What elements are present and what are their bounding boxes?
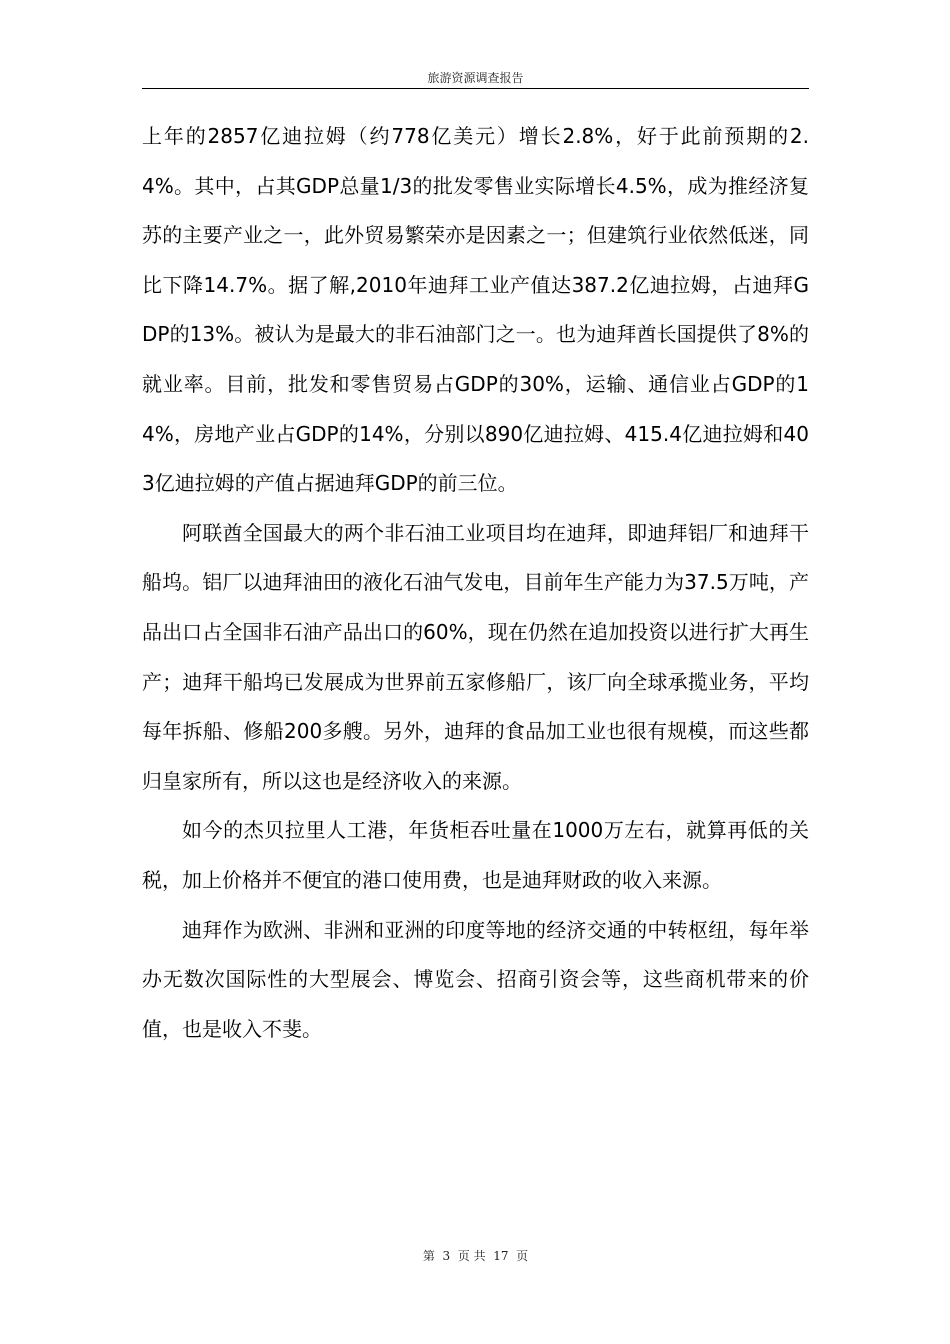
header-divider <box>142 88 809 89</box>
paragraph-industry: 阿联酋全国最大的两个非石油工业项目均在迪拜，即迪拜铝厂和迪拜干船坞。铝厂以迪拜油田的液化石油气发电，目前年生产能力为37.5万吨，产品出口占全国非石油产品出口的60%，现在仍然在追加投资以进行扩大再生产；迪拜干船坞已发展成为世界前五家修船厂，该厂向全球承揽业务，平均每年拆船、修船200多艘。另外，迪拜的食品加工业也很有规模，而这些都归皇家所有，所以这也是经济收入的来源。 <box>142 520 809 793</box>
document-body <box>142 112 809 1054</box>
footer-middle: 页 共 <box>457 1249 490 1263</box>
paragraph-port: 如今的杰贝拉里人工港，年货柜吞吐量在1000万左右，就算再低的关税，加上价格并不便宜的港口使用费，也是迪拜财政的收入来源。 <box>142 818 809 892</box>
paragraph-exhibitions: 迪拜作为欧洲、非洲和亚洲的印度等地的经济交通的中转枢纽，每年举办无数次国际性的大型展会、博览会、招商引资会等，这些商机带来的价值，也是收入不斐。 <box>142 917 809 1041</box>
footer-suffix: 页 <box>516 1249 529 1263</box>
page-footer <box>142 1246 809 1266</box>
footer-prefix: 第 <box>422 1249 439 1263</box>
footer-total-pages: 17 <box>493 1249 513 1263</box>
paragraph-continued: 上年的2857亿迪拉姆（约778亿美元）增长2.8%，好于此前预期的2.4%。其中，占其GDP总量1/3的批发零售业实际增长4.5%，成为推经济复苏的主要产业之一，此外贸易繁荣亦是因素之一；但建筑行业依然低迷，同比下降14.7%。据了解,2010年迪拜工业产值达387.2亿迪拉姆，占迪拜GDP的13%。被认为是最大的非石油部门之一。也为迪拜酋长国提供了8%的就业率。目前，批发和零售贸易占GDP的30%，运输、通信业占GDP的14%，房地产业占GDP的14%，分别以890亿迪拉姆、415.4亿迪拉姆和403亿迪拉姆的产值占据迪拜GDP的前三位。 <box>142 124 809 496</box>
page-header-title: 旅游资源调查报告 <box>427 71 524 85</box>
footer-current-page: 3 <box>442 1249 454 1263</box>
